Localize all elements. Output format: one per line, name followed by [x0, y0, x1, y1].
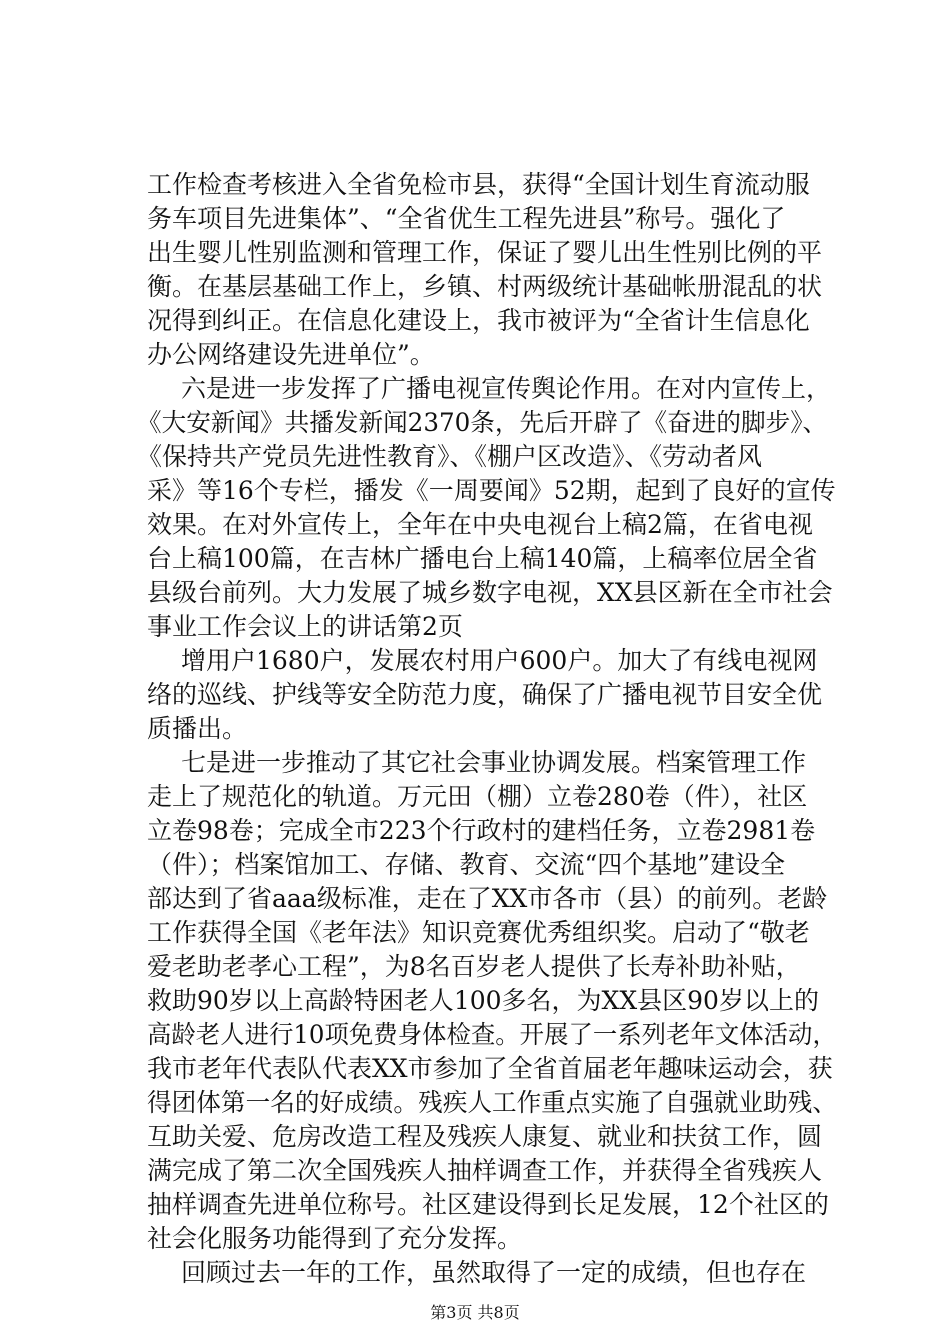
text-line: 高龄老人进行10项免费身体检查。开展了一系列老年文体活动， — [147, 1020, 837, 1049]
text-line: 工作检查考核进入全省免检市县，获得“全国计划生育流动服 — [147, 170, 810, 199]
text-line: 效果。在对外宣传上，全年在中央电视台上稿2篇，在省电视 — [147, 510, 813, 539]
text-line: 抽样调查先进单位称号。社区建设得到长足发展，12个社区的 — [147, 1190, 829, 1219]
text-line: （件）；档案馆加工、存储、教育、交流“四个基地”建设全 — [147, 850, 786, 879]
paragraph-first-line: 六是进一步发挥了广播电视宣传舆论作用。在对内宣传上， — [181, 374, 832, 403]
paragraph-first-line: 增用户1680户，发展农村用户600户。加大了有线电视网 — [181, 646, 818, 675]
page-number-label: 第3页 共8页 — [430, 1303, 520, 1322]
text-line: 事业工作会议上的讲话第2页 — [147, 612, 463, 641]
text-line: 立卷98卷；完成全市223个行政村的建档任务，立卷2981卷 — [147, 816, 816, 845]
text-line: 工作获得全国《老年法》知识竞赛优秀组织奖。启动了“敬老 — [147, 918, 810, 947]
text-line: 务车项目先进集体”、“全省优生工程先进县”称号。强化了 — [147, 204, 786, 233]
text-line: 质播出。 — [147, 714, 248, 743]
text-line: 县级台前列。大力发展了城乡数字电视，XX县区新在全市社会 — [147, 578, 833, 607]
text-line: 爱老助老孝心工程”，为8名百岁老人提供了长寿补助补贴， — [147, 952, 801, 981]
text-line: 《保持共产党员先进性教育》、《棚户区改造》、《劳动者风 — [137, 442, 763, 471]
text-line: 办公网络建设先进单位”。 — [147, 340, 435, 369]
text-line: 社会化服务功能得到了充分发挥。 — [147, 1224, 523, 1253]
page-footer — [0, 1302, 950, 1324]
text-line: 满完成了第二次全国残疾人抽样调查工作，并获得全省残疾人 — [147, 1156, 823, 1185]
text-line: 衡。在基层基础工作上，乡镇、村两级统计基础帐册混乱的状 — [147, 272, 823, 301]
paragraph-first-line: 七是进一步推动了其它社会事业协调发展。档案管理工作 — [181, 748, 807, 777]
text-line: 台上稿100篇，在吉林广播电台上稿140篇，上稿率位居全省 — [147, 544, 818, 573]
text-line: 《大安新闻》共播发新闻2370条，先后开辟了《奋进的脚步》、 — [137, 408, 828, 437]
text-line: 救助90岁以上高龄特困老人100多名，为XX县区90岁以上的 — [147, 986, 819, 1015]
text-line: 出生婴儿性别监测和管理工作，保证了婴儿出生性别比例的平 — [147, 238, 823, 267]
text-line: 得团体第一名的好成绩。残疾人工作重点实施了自强就业助残、 — [147, 1088, 838, 1117]
text-line: 走上了规范化的轨道。万元田（棚）立卷280卷（件），社区 — [147, 782, 808, 811]
text-line: 互助关爱、危房改造工程及残疾人康复、就业和扶贫工作，圆 — [147, 1122, 823, 1151]
paragraph-first-line: 回顾过去一年的工作，虽然取得了一定的成绩，但也存在 — [181, 1258, 807, 1287]
text-line: 络的巡线、护线等安全防范力度，确保了广播电视节目安全优 — [147, 680, 823, 709]
text-line: 部达到了省aaa级标准，走在了XX市各市（县）的前列。老龄 — [147, 884, 828, 913]
text-line: 况得到纠正。在信息化建设上，我市被评为“全省计生信息化 — [147, 306, 810, 335]
text-line: 我市老年代表队代表XX市参加了全省首届老年趣味运动会，获 — [147, 1054, 833, 1083]
text-line: 采》等16个专栏，播发《一周要闻》52期，起到了良好的宣传 — [147, 476, 836, 505]
